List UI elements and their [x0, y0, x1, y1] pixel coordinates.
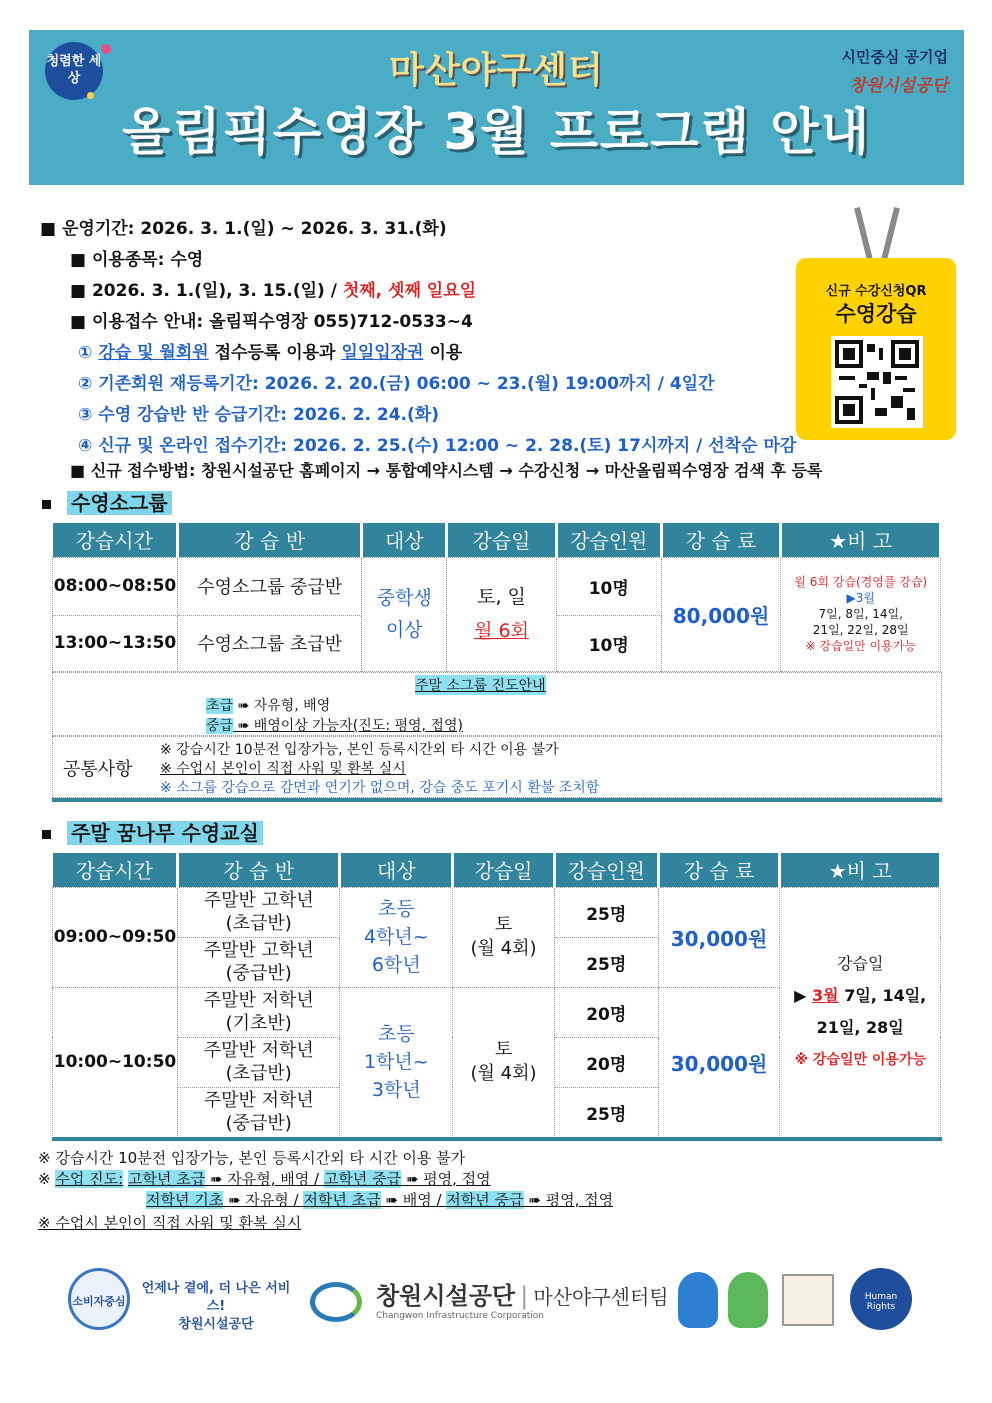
cell-fee: 30,000원: [658, 987, 780, 1137]
mascot-green-icon: [728, 1272, 768, 1328]
common-label: 공통사항: [63, 759, 133, 780]
cell-class: 주말반 고학년 (초급반): [177, 887, 340, 937]
section1-heading: [42, 487, 172, 516]
info-item-2: ② 기존회원 재등록기간: 2026. 2. 20.(금) 06:00 ~ 23.(월) 19:00까지 / 4일간: [78, 374, 715, 394]
section2-heading: [42, 817, 263, 846]
mascot-blue-icon: [678, 1272, 718, 1328]
bullet-square: [42, 500, 51, 509]
tag-string: [854, 207, 874, 265]
info-item-3: ③ 수영 강습반 반 승급기간: 2026. 2. 24.(화): [78, 405, 439, 425]
bottom-note: ※ 수업시 본인이 직접 사워 및 환복 실시: [38, 1214, 302, 1232]
qr-caption: 신규 수강신청QR: [825, 284, 927, 299]
page-title: 올림픽수영장 3월 프로그램 안내: [122, 103, 871, 161]
table-rule: [52, 798, 942, 802]
human-rights-badge: [850, 1268, 912, 1330]
note-class: 저학년 기초: [146, 1191, 224, 1209]
item1-num: ①: [78, 343, 99, 363]
note-progress-upper: [128, 1170, 491, 1188]
badge-text: Human Rights: [864, 1292, 898, 1312]
cell-days: 토 (월 4회): [453, 987, 555, 1137]
progress-guide: [52, 672, 942, 736]
slogan-line: 창원시설공단: [178, 1317, 254, 1332]
col-header: 강 습 반: [177, 523, 361, 557]
col-header: 강 습 반: [177, 853, 340, 887]
note-text: ➠ 자유형, 배영 /: [205, 1170, 324, 1188]
cell-target: 중학생 이상: [362, 557, 447, 671]
corp-name: 창원시설공단: [849, 76, 948, 96]
footer-corp-en: Changwon Infrastructure Corporation: [376, 1311, 544, 1321]
col-header: 강습일: [453, 853, 555, 887]
table-rule: [52, 1137, 942, 1141]
note-text: ➠ 자유형 /: [223, 1191, 304, 1209]
remark-line: ▶3월: [846, 591, 875, 605]
cell-count: 10명: [556, 615, 661, 671]
col-header: 강습인원: [556, 523, 661, 557]
note-text: ➠ 배영 /: [380, 1191, 447, 1209]
corp-logo: [841, 46, 948, 96]
cell-class: 주말반 저학년 (중급반): [177, 1087, 340, 1137]
cell-count: 20명: [554, 1037, 658, 1087]
footer-corp: [376, 1276, 669, 1321]
cell-remark: [780, 887, 941, 1137]
section2-table: [52, 853, 942, 1138]
remark-line: 7일, 8일, 14일,: [818, 607, 903, 621]
remark-month: 3월: [812, 986, 839, 1005]
footer-logos: [60, 1258, 940, 1338]
bullet-square: [42, 830, 51, 839]
cell-time: 08:00~08:50: [53, 557, 178, 615]
col-header: 대상: [340, 853, 453, 887]
slogan-line: 언제나 곁에, 더 나은 서비스!: [141, 1281, 291, 1314]
cell-count: 25명: [554, 887, 658, 937]
footer-slogan: [136, 1280, 296, 1334]
cell-class: 수영소그룹 초급반: [177, 615, 361, 671]
certification-badge-icon: [782, 1274, 834, 1326]
table-row: [53, 887, 941, 937]
table-row: [53, 557, 941, 615]
note-label: 수업 진도:: [55, 1170, 124, 1188]
footer-team-name: 마산야구센터팀: [533, 1285, 669, 1309]
col-header: 강 습 료: [661, 523, 781, 557]
cell-fee: 80,000원: [661, 557, 781, 671]
cell-class: 주말반 고학년 (중급반): [177, 937, 340, 987]
corp-emblem-icon: [310, 1282, 362, 1322]
common-note: ※ 수업시 본인이 직접 사워 및 환복 실시: [160, 761, 406, 777]
cell-count: 10명: [556, 557, 661, 615]
info-contact: ■ 이용접수 안내: 올림픽수영장 055)712-0533~4: [70, 312, 473, 332]
header-banner: [29, 30, 964, 185]
cell-class: 수영소그룹 중급반: [177, 557, 361, 615]
cell-target: 초등 1학년~ 3학년: [340, 987, 453, 1137]
info-closed-dates: [70, 276, 476, 301]
cell-class: 주말반 저학년 (초급반): [177, 1037, 340, 1087]
divider: |: [520, 1282, 529, 1310]
days-text: 토, 일: [477, 586, 526, 608]
remark-days: [780, 980, 940, 1012]
cell-days: [447, 557, 557, 671]
common-note: ※ 강습시간 10분전 입장가능, 본인 등록시간외 타 시간 이용 불가: [160, 742, 559, 758]
col-header: 대상: [362, 523, 447, 557]
info-sport: ■ 이용종목: 수영: [70, 250, 204, 270]
cell-fee: 30,000원: [658, 887, 780, 987]
note-class: 고학년 초급: [127, 1170, 206, 1188]
item1-d: 이용: [423, 343, 463, 363]
remark-line: 월 6회 강습(경영풀 강습): [794, 575, 928, 589]
table-header-row: [53, 523, 941, 557]
remark-title: 강습일: [837, 954, 884, 973]
remark-line: 21일, 22일, 28일: [812, 623, 909, 637]
common-notes: [52, 736, 942, 798]
progress-text: ➠ 배영이상 가능자(진도: 평영, 접영): [233, 718, 463, 734]
note-text: ➠ 평영, 접영: [523, 1191, 614, 1209]
qr-tag[interactable]: [796, 258, 956, 440]
col-header: 강습인원: [554, 853, 658, 887]
info-item-4: ④ 신규 및 온라인 접수기간: 2026. 2. 25.(수) 12:00 ~ 2. 28.(토) 17시까지 / 선착순 마감: [78, 436, 797, 456]
qr-title: 수영강습: [835, 302, 917, 326]
section1-heading-text: 수영소그룹: [67, 491, 172, 515]
col-header: 강습시간: [53, 523, 178, 557]
remark-days2: 21일, 28일: [816, 1018, 904, 1037]
cell-days: 토 (월 4회): [453, 887, 555, 987]
item1-c: 일일입장권: [341, 343, 424, 363]
note-text: ➠ 평영, 접영: [401, 1170, 491, 1188]
remark-arrow: ▶: [794, 986, 813, 1005]
progress-text: ➠ 자유형, 배영: [233, 698, 331, 714]
cell-count: 25명: [554, 937, 658, 987]
cell-count: 20명: [554, 987, 658, 1037]
progress-title: 주말 소그룹 진도안내: [415, 675, 546, 695]
footer-corp-name: 창원시설공단: [376, 1282, 516, 1310]
ccm-badge: [68, 1268, 130, 1330]
info-period: ■ 운영기간: 2026. 3. 1.(일) ~ 2026. 3. 31.(화): [40, 219, 447, 239]
integrity-logo-text: 청렴한 세상: [46, 54, 102, 86]
ccm-text: 소비자중심: [72, 1295, 126, 1308]
qr-code-icon[interactable]: [831, 336, 923, 428]
remark-note: ※ 강습일만 이용가능: [794, 1052, 926, 1068]
cell-class: 주말반 저학년 (기초반): [177, 987, 340, 1037]
cell-time: 13:00~13:50: [53, 615, 178, 671]
col-header: 강습일: [447, 523, 557, 557]
remark-line: ※ 강습일만 이용가능: [805, 639, 916, 653]
corp-slogan: 시민중심 공기업: [841, 48, 948, 66]
progress-beginner: [206, 695, 330, 715]
col-header: ★비 고: [781, 523, 941, 557]
col-header: ★비 고: [780, 853, 941, 887]
remark-days1: 7일, 14일,: [838, 986, 927, 1005]
table-header-row: [53, 853, 941, 887]
item1-b: 접수등록 이용과: [208, 343, 342, 363]
section1-table: [52, 523, 942, 672]
note-class: 저학년 중급: [446, 1191, 524, 1209]
cell-time: 10:00~10:50: [53, 987, 178, 1137]
closed-dates-note: 첫째, 셋째 일요일: [342, 281, 477, 301]
bottom-note: ※ 강습시간 10분전 입장가능, 본인 등록시간외 타 시간 이용 불가: [38, 1149, 466, 1167]
cell-remark: [781, 557, 941, 671]
cell-target: 초등 4학년~ 6학년: [340, 887, 453, 987]
info-method: ■ 신규 접수방법: 창원시설공단 홈페이지 → 통합예약시스템 → 수강신청 → 마산올림픽수영장 검색 후 등록: [70, 461, 823, 480]
progress-label: 중급: [206, 718, 234, 734]
note-class: 저학년 초급: [303, 1191, 381, 1209]
bottom-note-progress: [38, 1168, 491, 1189]
banner-subtitle: 마산야구센터: [389, 50, 604, 91]
common-note: ※ 소그룹 강습으로 감면과 연기가 없으며, 강습 중도 포기시 환불 조치함: [160, 780, 600, 796]
progress-label: 초급: [206, 698, 234, 714]
note-prefix: ※: [38, 1170, 56, 1188]
col-header: 강 습 료: [658, 853, 780, 887]
cell-count: 25명: [554, 1087, 658, 1137]
cell-time: 09:00~09:50: [53, 887, 178, 987]
days-count: 월 6회: [474, 620, 529, 642]
item1-a: 강습 및 월회원: [98, 343, 209, 363]
col-header: 강습시간: [53, 853, 178, 887]
note-class: 고학년 중급: [323, 1170, 402, 1188]
tag-string: [880, 207, 900, 265]
info-item-1: [78, 338, 462, 363]
closed-dates-text: ■ 2026. 3. 1.(일), 3. 15.(일) /: [70, 281, 343, 301]
bottom-note-progress-lower: [146, 1189, 613, 1210]
section2-heading-text: 주말 꿈나무 수영교실: [67, 821, 263, 845]
progress-intermediate: [206, 715, 463, 735]
